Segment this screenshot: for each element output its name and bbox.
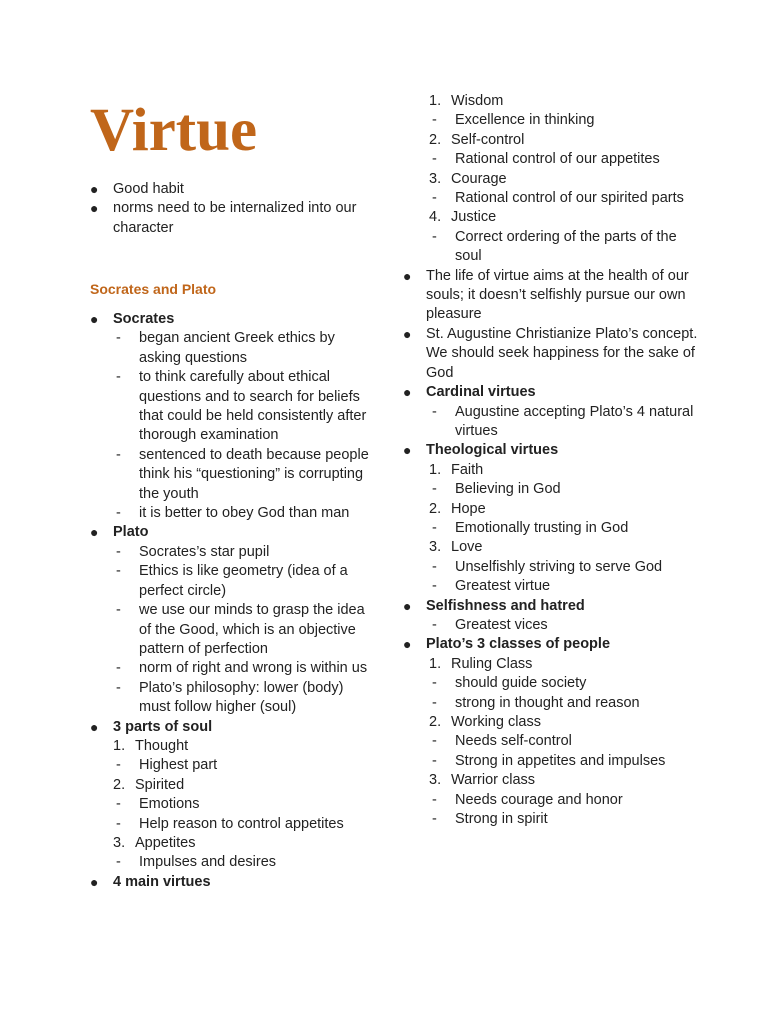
numbered-item bbox=[403, 131, 703, 150]
dash-marker: - bbox=[432, 675, 437, 692]
item-number: 3. bbox=[113, 834, 126, 851]
item-text: Love bbox=[451, 539, 483, 556]
sub-item bbox=[403, 694, 703, 713]
item-text: it is better to obey God than man bbox=[139, 505, 350, 522]
item-text: Correct ordering of the parts of the soul bbox=[455, 228, 677, 265]
item-text: Emotions bbox=[139, 796, 200, 813]
numbered-item bbox=[90, 834, 375, 853]
dash-marker: - bbox=[432, 112, 437, 129]
item-text: began ancient Greek ethics by asking questions bbox=[139, 330, 335, 366]
dash-marker: - bbox=[432, 403, 437, 420]
bullet-item bbox=[403, 635, 703, 654]
socrates-plato-list bbox=[90, 310, 375, 892]
bullet-item bbox=[403, 383, 703, 402]
item-text: Spirited bbox=[135, 776, 185, 793]
bullet-icon: ● bbox=[90, 524, 99, 541]
dash-marker: - bbox=[116, 660, 121, 677]
item-text: Courage bbox=[451, 170, 507, 187]
item-text: Plato’s philosophy: lower (body) must follow higher (soul) bbox=[139, 679, 344, 716]
section-heading: Socrates and Plato bbox=[90, 281, 217, 297]
item-text: Self-control bbox=[451, 131, 525, 148]
dash-marker: - bbox=[432, 151, 437, 168]
item-text: Socrates’s star pupil bbox=[139, 543, 270, 560]
sub-item bbox=[90, 679, 375, 718]
dash-marker: - bbox=[116, 330, 121, 347]
sub-item bbox=[403, 403, 703, 442]
item-number: 4. bbox=[429, 209, 442, 226]
sub-item bbox=[90, 368, 375, 446]
bullet-icon: ● bbox=[90, 200, 99, 217]
sub-item bbox=[403, 189, 703, 208]
item-text: Ruling Class bbox=[451, 655, 533, 672]
item-text: Cardinal virtues bbox=[426, 384, 536, 401]
item-text: Ethics is like geometry (idea of a perfect circle) bbox=[139, 563, 348, 599]
numbered-item bbox=[403, 538, 703, 557]
dash-marker: - bbox=[432, 791, 437, 808]
item-text: 3 parts of soul bbox=[113, 718, 213, 735]
sub-item bbox=[90, 543, 375, 562]
bullet-icon: ● bbox=[403, 325, 412, 342]
item-text: norms need to be internalized into our character bbox=[113, 200, 357, 236]
dash-marker: - bbox=[116, 815, 121, 832]
bullet-item bbox=[90, 523, 375, 542]
numbered-item bbox=[403, 208, 703, 227]
dash-marker: - bbox=[432, 733, 437, 750]
item-text: should guide society bbox=[455, 675, 587, 692]
item-text: Selfishness and hatred bbox=[426, 597, 585, 614]
item-text: Unselfishly striving to serve God bbox=[455, 558, 663, 575]
item-text: The life of virtue aims at the health of our souls; it doesn’t selfishly pursue our own pleasure bbox=[426, 267, 689, 323]
dash-marker: - bbox=[432, 190, 437, 207]
item-text: Excellence in thinking bbox=[455, 112, 595, 129]
sub-item bbox=[403, 480, 703, 499]
item-text: Justice bbox=[451, 209, 497, 226]
item-text: Strong in appetites and impulses bbox=[455, 752, 666, 769]
item-text: 4 main virtues bbox=[113, 873, 211, 890]
item-text: Emotionally trusting in God bbox=[455, 519, 629, 536]
item-text: Needs courage and honor bbox=[455, 791, 623, 808]
sub-item bbox=[90, 815, 375, 834]
dash-marker: - bbox=[432, 578, 437, 595]
dash-marker: - bbox=[432, 811, 437, 828]
item-number: 1. bbox=[429, 93, 442, 109]
item-text: Greatest vices bbox=[455, 616, 548, 633]
numbered-item bbox=[403, 655, 703, 674]
item-text: Strong in spirit bbox=[455, 811, 548, 828]
item-text: we use our minds to grasp the idea of the Good, which is an objective pattern of perfection bbox=[139, 602, 365, 657]
dash-marker: - bbox=[116, 757, 121, 774]
numbered-item bbox=[403, 92, 703, 111]
item-text: strong in thought and reason bbox=[455, 694, 640, 711]
item-number: 3. bbox=[429, 170, 442, 187]
dash-marker: - bbox=[116, 679, 121, 696]
item-number: 1. bbox=[113, 737, 126, 754]
virtues-list bbox=[403, 92, 703, 829]
sub-item bbox=[403, 150, 703, 169]
bullet-item bbox=[90, 873, 375, 892]
item-number: 1. bbox=[429, 655, 442, 672]
dash-marker: - bbox=[116, 854, 121, 871]
dash-marker: - bbox=[116, 602, 121, 619]
sub-item bbox=[90, 756, 375, 775]
sub-item bbox=[403, 810, 703, 829]
bullet-icon: ● bbox=[403, 267, 412, 284]
item-text: norm of right and wrong is within us bbox=[139, 660, 368, 677]
item-text: Rational control of our spirited parts bbox=[455, 190, 684, 207]
item-text: Faith bbox=[451, 461, 484, 478]
item-number: 1. bbox=[429, 461, 442, 478]
item-text: Help reason to control appetites bbox=[139, 815, 344, 832]
item-text: Warrior class bbox=[451, 772, 536, 789]
item-text: Plato’s 3 classes of people bbox=[426, 636, 611, 653]
item-text: Wisdom bbox=[451, 93, 504, 109]
item-text: Believing in God bbox=[455, 481, 561, 498]
numbered-item bbox=[403, 500, 703, 519]
item-number: 2. bbox=[429, 131, 442, 148]
item-number: 2. bbox=[113, 776, 126, 793]
numbered-item bbox=[403, 713, 703, 732]
bullet-item bbox=[90, 199, 375, 238]
item-text: St. Augustine Christianize Plato’s concept. We should seek happiness for the sake of God bbox=[426, 325, 698, 381]
bullet-icon: ● bbox=[90, 718, 99, 735]
item-text: Good habit bbox=[113, 181, 184, 197]
bullet-item bbox=[403, 441, 703, 460]
item-text: Hope bbox=[451, 500, 486, 517]
item-text: Augustine accepting Plato’s 4 natural virtues bbox=[455, 403, 694, 439]
item-text: Plato bbox=[113, 524, 149, 541]
numbered-item bbox=[90, 737, 375, 756]
dash-marker: - bbox=[116, 369, 121, 386]
item-number: 3. bbox=[429, 539, 442, 556]
sub-item bbox=[90, 504, 375, 523]
sub-item bbox=[403, 791, 703, 810]
sub-item bbox=[403, 558, 703, 577]
item-number: 2. bbox=[429, 714, 442, 730]
item-text: to think carefully about ethical questions and to search for beliefs that could be held consistently after thorough examination bbox=[139, 369, 367, 444]
sub-item bbox=[403, 674, 703, 693]
numbered-item bbox=[403, 461, 703, 480]
sub-item bbox=[403, 616, 703, 635]
sub-item bbox=[403, 111, 703, 130]
bullet-item bbox=[403, 325, 703, 383]
item-text: Rational control of our appetites bbox=[455, 151, 660, 168]
sub-item bbox=[403, 577, 703, 596]
bullet-icon: ● bbox=[90, 873, 99, 890]
sub-item bbox=[90, 329, 375, 368]
sub-item bbox=[90, 446, 375, 504]
sub-item bbox=[90, 659, 375, 678]
dash-marker: - bbox=[432, 228, 437, 245]
dash-marker: - bbox=[116, 563, 121, 580]
sub-item bbox=[403, 519, 703, 538]
item-text: Greatest virtue bbox=[455, 578, 551, 595]
sub-item bbox=[403, 228, 703, 267]
dash-marker: - bbox=[432, 558, 437, 575]
sub-item bbox=[403, 732, 703, 751]
item-text: Highest part bbox=[139, 757, 218, 774]
sub-item bbox=[90, 853, 375, 872]
sub-item bbox=[90, 562, 375, 601]
dash-marker: - bbox=[432, 752, 437, 769]
bullet-item bbox=[90, 718, 375, 737]
numbered-item bbox=[90, 776, 375, 795]
item-number: 2. bbox=[429, 500, 442, 517]
bullet-item bbox=[403, 267, 703, 325]
sub-item bbox=[403, 752, 703, 771]
item-text: Impulses and desires bbox=[139, 854, 277, 871]
numbered-item bbox=[403, 771, 703, 790]
bullet-icon: ● bbox=[403, 442, 412, 459]
intro-list bbox=[90, 180, 375, 238]
numbered-item bbox=[403, 170, 703, 189]
sub-item bbox=[90, 601, 375, 659]
item-text: Thought bbox=[135, 737, 189, 754]
dash-marker: - bbox=[116, 543, 121, 560]
item-text: Needs self-control bbox=[455, 733, 572, 750]
bullet-item bbox=[90, 310, 375, 329]
bullet-icon: ● bbox=[90, 181, 99, 197]
dash-marker: - bbox=[116, 796, 121, 813]
item-text: Appetites bbox=[135, 834, 196, 851]
dash-marker: - bbox=[116, 505, 121, 522]
bullet-icon: ● bbox=[403, 636, 412, 653]
bullet-icon: ● bbox=[403, 597, 412, 614]
dash-marker: - bbox=[432, 616, 437, 633]
dash-marker: - bbox=[432, 519, 437, 536]
dash-marker: - bbox=[116, 446, 121, 463]
item-text: Working class bbox=[451, 714, 541, 730]
dash-marker: - bbox=[432, 481, 437, 498]
item-text: Socrates bbox=[113, 311, 175, 327]
item-text: Theological virtues bbox=[426, 442, 559, 459]
item-text: sentenced to death because people think his “questioning” is corrupting the youth bbox=[139, 446, 369, 502]
dash-marker: - bbox=[432, 694, 437, 711]
bullet-icon: ● bbox=[403, 384, 412, 401]
item-number: 3. bbox=[429, 772, 442, 789]
bullet-item bbox=[90, 180, 375, 199]
sub-item bbox=[90, 795, 375, 814]
bullet-icon: ● bbox=[90, 311, 99, 327]
page-title: Virtue bbox=[90, 97, 258, 164]
bullet-item bbox=[403, 597, 703, 616]
